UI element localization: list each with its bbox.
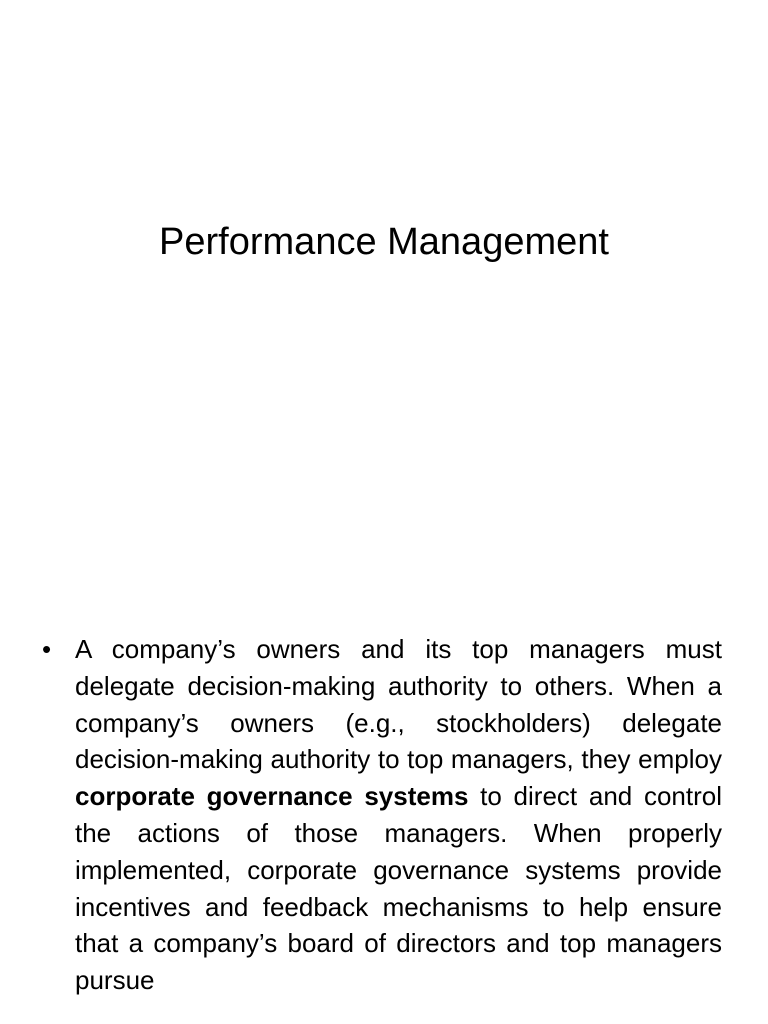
- bullet-marker: •: [42, 634, 52, 664]
- bullet-text-intro: A company’s owners and its top managers must delegate decision-making authority to others. When a company’s owners (e.g., stockholders) delegate decision-making authority to top managers, they employ: [75, 634, 722, 775]
- bullet-paragraph: [42, 631, 722, 1024]
- bullet-text-bold-term: corporate governance systems: [75, 781, 469, 812]
- slide-title: Performance Management: [159, 221, 609, 263]
- bullet-text: [75, 631, 722, 999]
- bullet-text-continuation: to direct and control the actions of those managers. When properly implemented, corporate governance systems provide incentives and feedback mechanisms to help ensure that a company’s board of directors and top managers pursue: [75, 781, 722, 996]
